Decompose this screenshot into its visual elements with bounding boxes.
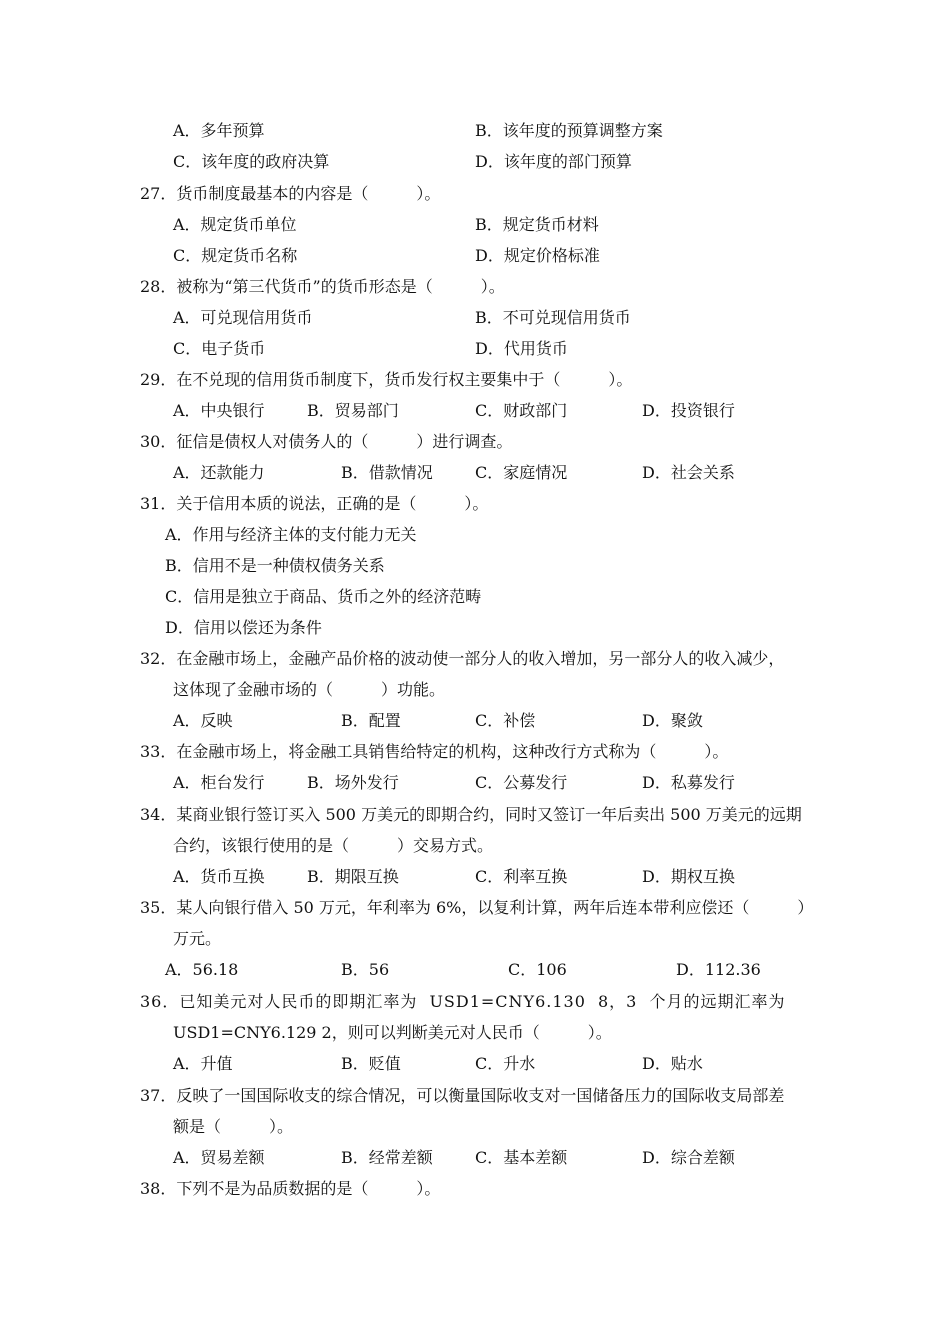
option-c: C．该年度的政府决算 bbox=[173, 152, 330, 171]
option-b: B．56 bbox=[341, 960, 390, 979]
option-c: C．利率互换 bbox=[475, 867, 568, 886]
option-a: A．作用与经济主体的支付能力无关 bbox=[165, 525, 417, 544]
option-c: C．基本差额 bbox=[475, 1148, 568, 1167]
option-a: A．还款能力 bbox=[173, 463, 265, 482]
question-28-stem: 28．被称为“第三代货币”的货币形态是（ ）。 bbox=[140, 277, 505, 296]
option-c: C．106 bbox=[508, 960, 567, 979]
question-27-stem: 27．货币制度最基本的内容是（ ）。 bbox=[140, 184, 441, 203]
question-30-stem: 30．征信是债权人对债务人的（ ）进行调查。 bbox=[140, 432, 513, 451]
option-b: B．借款情况 bbox=[341, 463, 433, 482]
question-32-stem-cont: 这体现了金融市场的（ ）功能。 bbox=[173, 680, 446, 699]
option-d: D．社会关系 bbox=[642, 463, 735, 482]
option-b: B．该年度的预算调整方案 bbox=[475, 121, 663, 140]
question-37-stem-cont: 额是（ ）。 bbox=[173, 1117, 294, 1136]
question-34-stem: 34．某商业银行签订买入 500 万美元的即期合约，同时又签订一年后卖出 500 万美元的远期 bbox=[140, 805, 802, 824]
question-35-stem: 35．某人向银行借入 50 万元，年利率为 6%，以复利计算，两年后连本带利应偿还（ ） bbox=[140, 898, 814, 917]
option-b: B．经常差额 bbox=[341, 1148, 433, 1167]
option-c: C．升水 bbox=[475, 1054, 536, 1073]
question-34-stem-cont: 合约，该银行使用的是（ ）交易方式。 bbox=[173, 836, 494, 855]
question-36-stem: 36．已知美元对人民币的即期汇率为 USD1=CNY6.130 8，3 个月的远期汇率为 bbox=[140, 992, 786, 1011]
option-c: C．公募发行 bbox=[475, 773, 568, 792]
option-a: A．柜台发行 bbox=[173, 773, 265, 792]
option-d: D．该年度的部门预算 bbox=[475, 152, 632, 171]
option-d: D．代用货币 bbox=[475, 339, 568, 358]
question-29-stem: 29．在不兑现的信用货币制度下，货币发行权主要集中于（ ）。 bbox=[140, 370, 633, 389]
option-b: B．规定货币材料 bbox=[475, 215, 599, 234]
option-a: A．56.18 bbox=[165, 960, 239, 979]
option-d: D．信用以偿还为条件 bbox=[165, 618, 322, 637]
option-a: A．货币互换 bbox=[173, 867, 265, 886]
question-32-stem: 32．在金融市场上，金融产品价格的波动使一部分人的收入增加，另一部分人的收入减少， bbox=[140, 649, 785, 668]
option-c: C．电子货币 bbox=[173, 339, 266, 358]
question-31-stem: 31．关于信用本质的说法，正确的是（ ）。 bbox=[140, 494, 489, 513]
option-c: C．信用是独立于商品、货币之外的经济范畴 bbox=[165, 587, 482, 606]
option-d: D．投资银行 bbox=[642, 401, 735, 420]
option-a: A．反映 bbox=[173, 711, 233, 730]
option-d: D．期权互换 bbox=[642, 867, 735, 886]
question-36-stem-cont: USD1=CNY6.129 2，则可以判断美元对人民币（ ）。 bbox=[173, 1023, 612, 1042]
option-c: C．财政部门 bbox=[475, 401, 568, 420]
option-a: A．多年预算 bbox=[173, 121, 265, 140]
option-b: B．期限互换 bbox=[307, 867, 399, 886]
option-d: D．私募发行 bbox=[642, 773, 735, 792]
option-c: C．补偿 bbox=[475, 711, 536, 730]
option-b: B．贸易部门 bbox=[307, 401, 399, 420]
option-d: D．综合差额 bbox=[642, 1148, 735, 1167]
option-b: B．贬值 bbox=[341, 1054, 401, 1073]
question-37-stem: 37．反映了一国国际收支的综合情况，可以衡量国际收支对一国储备压力的国际收支局部差 bbox=[140, 1086, 785, 1105]
option-b: B．场外发行 bbox=[307, 773, 399, 792]
option-b: B．信用不是一种债权债务关系 bbox=[165, 556, 385, 575]
option-d: D．112.36 bbox=[676, 960, 761, 979]
option-a: A．规定货币单位 bbox=[173, 215, 297, 234]
option-d: D．规定价格标准 bbox=[475, 246, 600, 265]
option-c: C．家庭情况 bbox=[475, 463, 568, 482]
option-a: A．升值 bbox=[173, 1054, 233, 1073]
question-35-stem-cont: 万元。 bbox=[173, 929, 222, 948]
question-33-stem: 33．在金融市场上，将金融工具销售给特定的机构，这种改行方式称为（ ）。 bbox=[140, 742, 729, 761]
option-a: A．贸易差额 bbox=[173, 1148, 265, 1167]
option-b: B．配置 bbox=[341, 711, 401, 730]
option-a: A．中央银行 bbox=[173, 401, 265, 420]
option-d: D．聚敛 bbox=[642, 711, 703, 730]
option-a: A．可兑现信用货币 bbox=[173, 308, 313, 327]
question-38-stem: 38．下列不是为品质数据的是（ ）。 bbox=[140, 1179, 441, 1198]
option-b: B．不可兑现信用货币 bbox=[475, 308, 631, 327]
option-d: D．贴水 bbox=[642, 1054, 703, 1073]
option-c: C．规定货币名称 bbox=[173, 246, 298, 265]
